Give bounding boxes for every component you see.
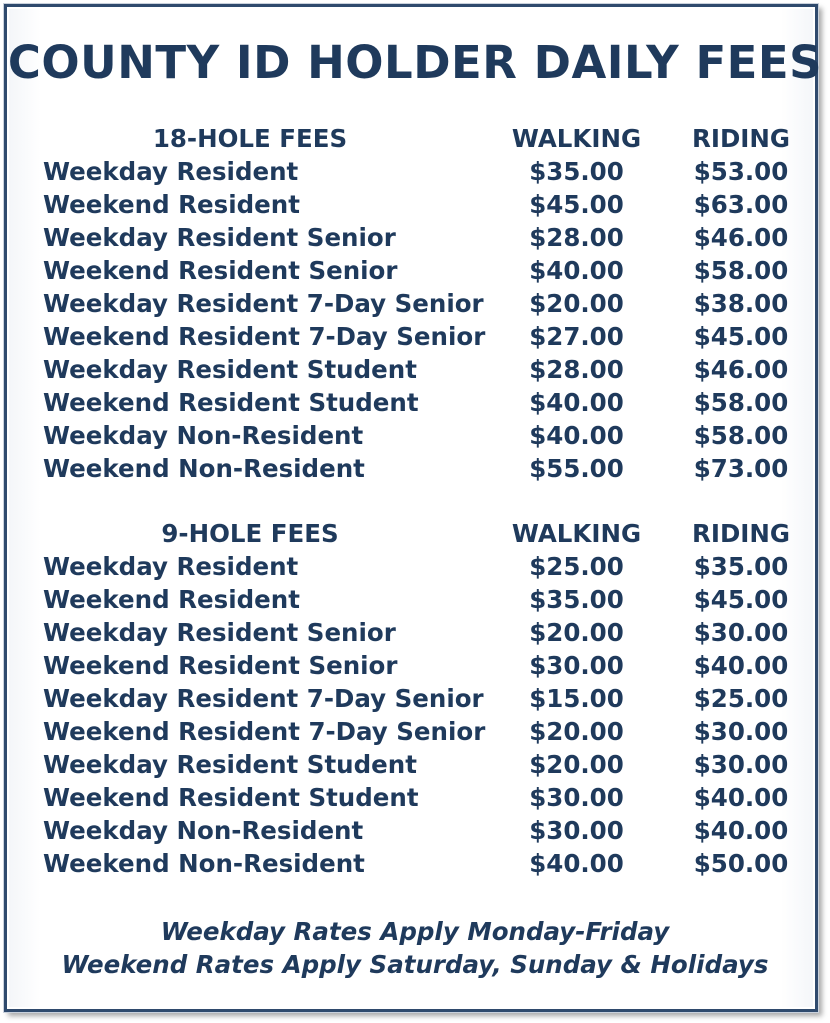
fee-row (0, 583, 830, 616)
walking-fee: $25.00 (529, 552, 624, 581)
riding-fee: $40.00 (693, 651, 789, 680)
fee-label: Weekend Resident Senior (43, 651, 398, 680)
riding-fee: $58.00 (693, 421, 789, 450)
fee-row (0, 386, 830, 419)
fee-row (0, 419, 830, 452)
walking-fee: $45.00 (529, 190, 624, 219)
riding-fee: $40.00 (693, 783, 789, 812)
walking-fee: $30.00 (529, 816, 624, 845)
section-9-hole (0, 517, 830, 880)
fee-label: Weekend Resident (43, 585, 300, 614)
riding-fee: $25.00 (693, 684, 789, 713)
riding-fee: $40.00 (693, 816, 789, 845)
fee-label: Weekday Resident 7-Day Senior (43, 289, 484, 318)
riding-fee: $53.00 (693, 157, 789, 186)
fee-row (0, 781, 830, 814)
riding-fee: $30.00 (693, 717, 789, 746)
walking-fee: $40.00 (529, 421, 624, 450)
fee-label: Weekend Non-Resident (43, 849, 365, 878)
section-heading: 9-HOLE FEES (161, 519, 339, 548)
fee-row (0, 188, 830, 221)
walking-fee: $40.00 (529, 388, 624, 417)
fee-label: Weekday Resident Senior (43, 223, 396, 252)
fee-label: Weekend Resident (43, 190, 300, 219)
riding-fee: $58.00 (693, 388, 789, 417)
riding-column-header: RIDING (691, 124, 791, 153)
fee-row (0, 353, 830, 386)
riding-fee: $35.00 (693, 552, 789, 581)
riding-fee: $58.00 (693, 256, 789, 285)
riding-column-header: RIDING (691, 519, 791, 548)
fee-row (0, 847, 830, 880)
fee-row (0, 715, 830, 748)
riding-fee: $45.00 (693, 322, 789, 351)
fee-row (0, 155, 830, 188)
fee-row (0, 287, 830, 320)
walking-fee: $35.00 (529, 585, 624, 614)
riding-fee: $50.00 (693, 849, 789, 878)
section-header-18-hole (0, 122, 830, 155)
walking-fee: $35.00 (529, 157, 624, 186)
fee-row (0, 254, 830, 287)
riding-fee: $45.00 (693, 585, 789, 614)
fee-label: Weekend Resident 7-Day Senior (43, 322, 486, 351)
walking-fee: $55.00 (529, 454, 624, 483)
fee-row (0, 682, 830, 715)
page-title: COUNTY ID HOLDER DAILY FEES (7, 36, 823, 89)
fee-label: Weekend Resident 7-Day Senior (43, 717, 486, 746)
walking-fee: $40.00 (529, 849, 624, 878)
walking-fee: $30.00 (529, 651, 624, 680)
fee-label: Weekday Resident 7-Day Senior (43, 684, 484, 713)
riding-fee: $46.00 (693, 355, 789, 384)
walking-fee: $27.00 (529, 322, 624, 351)
walking-fee: $20.00 (529, 717, 624, 746)
fee-row (0, 649, 830, 682)
fee-row (0, 452, 830, 485)
fee-row (0, 550, 830, 583)
riding-fee: $63.00 (693, 190, 789, 219)
weekday-rates-note: Weekday Rates Apply Monday-Friday (160, 917, 670, 946)
fee-row (0, 320, 830, 353)
section-18-hole (0, 122, 830, 485)
fee-label: Weekday Resident Student (43, 355, 417, 384)
fee-label: Weekend Non-Resident (43, 454, 365, 483)
fee-label: Weekday Resident Senior (43, 618, 396, 647)
fee-label: Weekday Resident Student (43, 750, 417, 779)
fee-row (0, 616, 830, 649)
riding-fee: $38.00 (693, 289, 789, 318)
fee-label: Weekday Non-Resident (43, 421, 364, 450)
fee-row (0, 814, 830, 847)
weekend-rates-note: Weekend Rates Apply Saturday, Sunday & Holidays (61, 950, 769, 979)
fee-label: Weekend Resident Senior (43, 256, 398, 285)
section-header-9-hole (0, 517, 830, 550)
walking-fee: $20.00 (529, 618, 624, 647)
fee-label: Weekday Resident (43, 157, 299, 186)
walking-fee: $20.00 (529, 289, 624, 318)
fee-row (0, 221, 830, 254)
section-heading: 18-HOLE FEES (152, 124, 348, 153)
walking-fee: $30.00 (529, 783, 624, 812)
fee-label: Weekday Resident (43, 552, 299, 581)
walking-fee: $20.00 (529, 750, 624, 779)
fee-label: Weekend Resident Student (43, 388, 419, 417)
walking-fee: $28.00 (529, 355, 624, 384)
walking-column-header: WALKING (511, 519, 642, 548)
riding-fee: $30.00 (693, 750, 789, 779)
walking-fee: $28.00 (529, 223, 624, 252)
fee-label: Weekend Resident Student (43, 783, 419, 812)
riding-fee: $46.00 (693, 223, 789, 252)
walking-fee: $40.00 (529, 256, 624, 285)
fee-row (0, 748, 830, 781)
riding-fee: $73.00 (693, 454, 789, 483)
walking-fee: $15.00 (529, 684, 624, 713)
fee-label: Weekday Non-Resident (43, 816, 364, 845)
riding-fee: $30.00 (693, 618, 789, 647)
walking-column-header: WALKING (511, 124, 642, 153)
